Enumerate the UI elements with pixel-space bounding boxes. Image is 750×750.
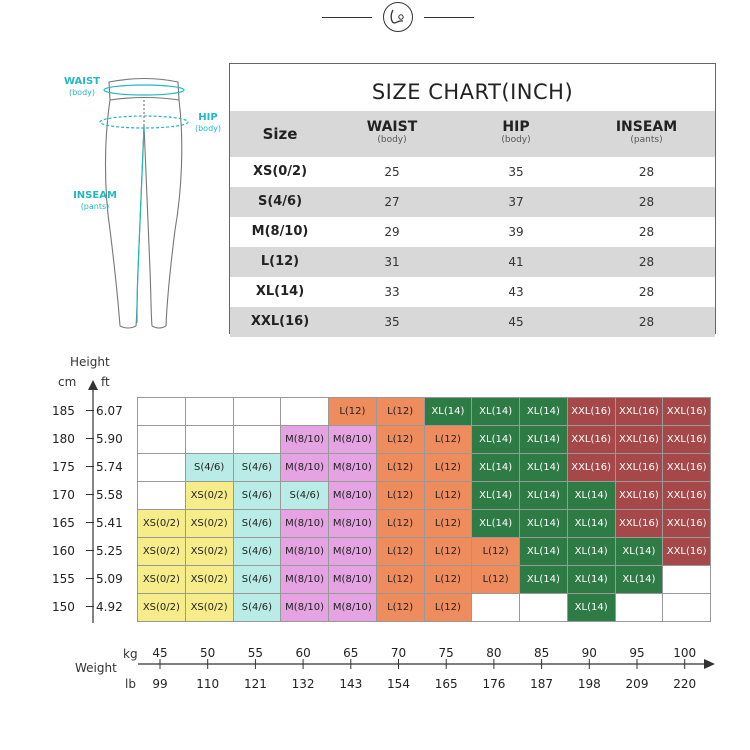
height-weight-grid xyxy=(137,397,710,622)
size-grid-cell: XL(14) xyxy=(471,509,520,538)
weight-lb-label: 121 xyxy=(243,677,267,691)
height-tick xyxy=(86,578,94,579)
size-cell-waist: 33 xyxy=(384,285,400,299)
size-grid-cell: XXL(16) xyxy=(615,481,664,510)
unit-ft: ft xyxy=(101,375,110,389)
size-grid-cell: XL(14) xyxy=(567,509,616,538)
size-grid-cell xyxy=(137,453,186,482)
size-grid-cell: XXL(16) xyxy=(567,453,616,482)
height-cm-label: 160 xyxy=(52,544,75,558)
unit-cm: cm xyxy=(58,375,77,389)
size-row xyxy=(230,307,715,337)
inseam-label: INSEAM (pants) xyxy=(73,190,117,211)
weight-lb-label: 176 xyxy=(482,677,506,691)
weight-kg-label: 80 xyxy=(486,646,502,660)
size-cell-waist: 29 xyxy=(384,225,400,239)
height-title: Height xyxy=(70,355,110,369)
weight-kg-label: 100 xyxy=(673,646,697,660)
size-cell-hip: 45 xyxy=(508,315,524,329)
size-cell-inseam: 28 xyxy=(638,225,655,239)
size-row xyxy=(230,187,715,217)
weight-kg-label: 70 xyxy=(390,646,407,660)
size-grid-cell: XXL(16) xyxy=(567,397,616,426)
size-row xyxy=(230,277,715,307)
size-grid-cell: M(8/10) xyxy=(328,509,377,538)
size-grid-cell: L(12) xyxy=(376,593,425,622)
size-grid-cell: XXL(16) xyxy=(615,397,664,426)
size-grid-cell: XXL(16) xyxy=(662,481,711,510)
height-tick xyxy=(86,466,94,467)
size-grid-cell xyxy=(185,397,234,426)
size-grid-cell: L(12) xyxy=(376,565,425,594)
size-grid-cell: S(4/6) xyxy=(280,481,329,510)
size-grid-cell: XS(0/2) xyxy=(185,537,234,566)
size-grid-cell: XL(14) xyxy=(519,537,568,566)
size-chart-header xyxy=(230,111,715,157)
weight-title: Weight xyxy=(75,661,117,675)
weight-kg-label: 75 xyxy=(438,646,454,660)
weight-kg-label: 90 xyxy=(581,646,597,660)
height-tick xyxy=(86,522,94,523)
weight-kg-label: 95 xyxy=(629,646,645,660)
size-grid-cell: M(8/10) xyxy=(328,453,377,482)
height-cm-label: 155 xyxy=(52,572,75,586)
size-cell-waist: 31 xyxy=(384,255,400,269)
height-cm-label: 185 xyxy=(52,404,75,418)
height-cm-label: 170 xyxy=(52,488,75,502)
height-cm-label: 150 xyxy=(52,600,75,614)
size-grid-cell: XL(14) xyxy=(471,397,520,426)
weight-kg-label: 45 xyxy=(152,646,168,660)
size-grid-cell: L(12) xyxy=(376,509,425,538)
height-ft-label: 5.09 xyxy=(96,572,123,586)
size-cell-hip: 39 xyxy=(508,225,524,239)
size-grid-cell: L(12) xyxy=(376,397,425,426)
size-grid-cell: L(12) xyxy=(471,565,520,594)
size-cell-hip: 37 xyxy=(508,195,524,209)
size-cell-inseam: 28 xyxy=(638,285,655,299)
size-grid-cell: XL(14) xyxy=(567,537,616,566)
size-grid-cell: XXL(16) xyxy=(662,397,711,426)
size-cell-hip: 41 xyxy=(508,255,524,269)
size-grid-cell xyxy=(137,425,186,454)
size-grid-cell: M(8/10) xyxy=(280,453,329,482)
height-ft-label: 4.92 xyxy=(96,600,123,614)
size-grid-cell: XL(14) xyxy=(471,481,520,510)
size-grid-cell: M(8/10) xyxy=(280,425,329,454)
height-tick xyxy=(86,550,94,551)
size-grid-cell: M(8/10) xyxy=(280,593,329,622)
size-row xyxy=(230,247,715,277)
size-grid-cell: XXL(16) xyxy=(662,537,711,566)
size-grid-cell: M(8/10) xyxy=(280,537,329,566)
size-grid-cell: L(12) xyxy=(376,537,425,566)
size-grid-cell: XS(0/2) xyxy=(137,593,186,622)
size-grid-cell: S(4/6) xyxy=(233,565,282,594)
size-grid-cell: XL(14) xyxy=(519,453,568,482)
size-grid-cell: L(12) xyxy=(376,481,425,510)
size-cell-inseam: 28 xyxy=(638,195,655,209)
height-cm-label: 175 xyxy=(52,460,75,474)
size-cell-size: S(4/6) xyxy=(257,194,303,209)
size-grid-cell: S(4/6) xyxy=(233,481,282,510)
size-grid-cell: XXL(16) xyxy=(662,425,711,454)
size-grid-cell xyxy=(185,425,234,454)
size-cell-inseam: 28 xyxy=(638,255,655,269)
size-grid-cell: XXL(16) xyxy=(615,509,664,538)
size-grid-cell: XS(0/2) xyxy=(137,537,186,566)
size-cell-waist: 25 xyxy=(384,165,400,179)
size-grid-cell: L(12) xyxy=(424,565,473,594)
weight-kg-label: 60 xyxy=(295,646,311,660)
height-cm-label: 180 xyxy=(52,432,75,446)
size-grid-cell: XL(14) xyxy=(615,565,664,594)
size-grid-cell: L(12) xyxy=(424,593,473,622)
size-grid-cell: XXL(16) xyxy=(662,509,711,538)
header-size: Size xyxy=(262,125,298,143)
size-cell-inseam: 28 xyxy=(638,165,655,179)
size-grid-cell xyxy=(662,593,711,622)
size-grid-cell: M(8/10) xyxy=(328,537,377,566)
size-grid-cell: XS(0/2) xyxy=(185,509,234,538)
size-grid-cell: L(12) xyxy=(376,425,425,454)
size-cell-size: XS(0/2) xyxy=(252,164,308,179)
weight-lb-label: 154 xyxy=(387,677,410,691)
size-grid-cell: M(8/10) xyxy=(328,481,377,510)
size-grid-cell: L(12) xyxy=(424,537,473,566)
size-cell-waist: 35 xyxy=(384,315,400,329)
divider-left xyxy=(322,17,372,18)
size-grid-cell: XL(14) xyxy=(519,481,568,510)
size-row xyxy=(230,157,715,187)
divider-right xyxy=(424,17,474,18)
size-cell-hip: 43 xyxy=(508,285,524,299)
size-grid-cell: XL(14) xyxy=(567,593,616,622)
size-grid-cell: XL(14) xyxy=(519,425,568,454)
weight-lb-label: 209 xyxy=(625,677,649,691)
unit-lb: lb xyxy=(125,677,136,691)
size-cell-hip: 35 xyxy=(508,165,524,179)
size-grid-cell: L(12) xyxy=(424,425,473,454)
weight-lb-label: 132 xyxy=(291,677,315,691)
height-tick xyxy=(86,494,94,495)
size-grid-cell: L(12) xyxy=(424,453,473,482)
size-grid-cell: XL(14) xyxy=(471,453,520,482)
weight-lb-label: 99 xyxy=(152,677,168,691)
size-grid-cell: M(8/10) xyxy=(328,425,377,454)
size-grid-cell: M(8/10) xyxy=(328,593,377,622)
height-ft-label: 5.90 xyxy=(96,432,123,446)
size-cell-size: L(12) xyxy=(260,254,300,269)
size-grid-cell: M(8/10) xyxy=(328,565,377,594)
brand-logo xyxy=(383,2,413,32)
size-grid-cell: XS(0/2) xyxy=(137,565,186,594)
height-tick xyxy=(86,410,94,411)
size-row xyxy=(230,217,715,247)
size-grid-cell: XXL(16) xyxy=(662,453,711,482)
size-chart-title: SIZE CHART(INCH) xyxy=(371,80,574,104)
weight-kg-label: 65 xyxy=(343,646,359,660)
size-grid-cell xyxy=(280,397,329,426)
size-grid-cell: XS(0/2) xyxy=(185,565,234,594)
size-chart-table xyxy=(229,63,716,334)
size-grid-cell xyxy=(137,481,186,510)
size-grid-cell xyxy=(233,397,282,426)
size-grid-cell: L(12) xyxy=(328,397,377,426)
height-cm-label: 165 xyxy=(52,516,75,530)
size-grid-cell: S(4/6) xyxy=(233,537,282,566)
header-hip: HIP (body) xyxy=(501,119,531,145)
height-ft-label: 5.74 xyxy=(96,460,123,474)
size-grid-cell: S(4/6) xyxy=(233,593,282,622)
weight-lb-label: 220 xyxy=(673,677,697,691)
size-grid-cell xyxy=(519,593,568,622)
size-grid-cell: XL(14) xyxy=(567,481,616,510)
weight-lb-label: 198 xyxy=(577,677,601,691)
size-grid-cell: XS(0/2) xyxy=(185,481,234,510)
size-grid-cell xyxy=(137,397,186,426)
legging-illustration xyxy=(60,70,230,340)
size-grid-cell: L(12) xyxy=(376,453,425,482)
size-grid-cell: L(12) xyxy=(424,509,473,538)
size-grid-cell: L(12) xyxy=(471,537,520,566)
size-cell-size: M(8/10) xyxy=(251,224,309,239)
size-grid-cell xyxy=(233,425,282,454)
weight-kg-label: 55 xyxy=(247,646,264,660)
size-grid-cell: XL(14) xyxy=(615,537,664,566)
hip-label: HIP (body) xyxy=(194,112,222,133)
size-grid-cell: XXL(16) xyxy=(567,425,616,454)
size-cell-size: XXL(16) xyxy=(250,314,310,329)
size-grid-cell: XL(14) xyxy=(519,397,568,426)
size-grid-cell: XS(0/2) xyxy=(185,593,234,622)
weight-kg-label: 85 xyxy=(533,646,550,660)
height-ft-label: 6.07 xyxy=(96,404,123,418)
size-grid-cell xyxy=(471,593,520,622)
size-cell-inseam: 28 xyxy=(638,315,655,329)
size-grid-cell: XL(14) xyxy=(471,425,520,454)
size-grid-cell xyxy=(615,593,664,622)
size-grid-cell: M(8/10) xyxy=(280,509,329,538)
weight-lb-label: 187 xyxy=(530,677,554,691)
header-inseam: INSEAM (pants) xyxy=(615,119,678,145)
size-cell-size: XL(14) xyxy=(255,284,305,299)
size-grid-cell: XL(14) xyxy=(519,509,568,538)
size-grid-cell: S(4/6) xyxy=(233,509,282,538)
size-grid-cell: XL(14) xyxy=(519,565,568,594)
weight-lb-label: 165 xyxy=(434,677,458,691)
waist-label: WAIST (body) xyxy=(63,76,101,97)
size-grid-cell: XS(0/2) xyxy=(137,509,186,538)
unit-kg: kg xyxy=(123,647,138,661)
height-ft-label: 5.25 xyxy=(96,544,123,558)
height-tick xyxy=(86,438,94,439)
size-grid-cell: XXL(16) xyxy=(615,453,664,482)
size-grid-cell: XXL(16) xyxy=(615,425,664,454)
size-grid-cell xyxy=(662,565,711,594)
height-ft-label: 5.58 xyxy=(96,488,123,502)
size-grid-cell: XL(14) xyxy=(424,397,473,426)
size-grid-cell: XL(14) xyxy=(567,565,616,594)
size-grid-cell: L(12) xyxy=(424,481,473,510)
weight-lb-label: 110 xyxy=(196,677,220,691)
weight-kg-label: 50 xyxy=(200,646,216,660)
size-cell-waist: 27 xyxy=(384,195,400,209)
size-grid-cell: M(8/10) xyxy=(280,565,329,594)
size-grid-cell: S(4/6) xyxy=(185,453,234,482)
height-tick xyxy=(86,606,94,607)
header-waist: WAIST (body) xyxy=(366,119,418,145)
size-grid-cell: S(4/6) xyxy=(233,453,282,482)
weight-lb-label: 143 xyxy=(339,677,363,691)
height-ft-label: 5.41 xyxy=(96,516,123,530)
